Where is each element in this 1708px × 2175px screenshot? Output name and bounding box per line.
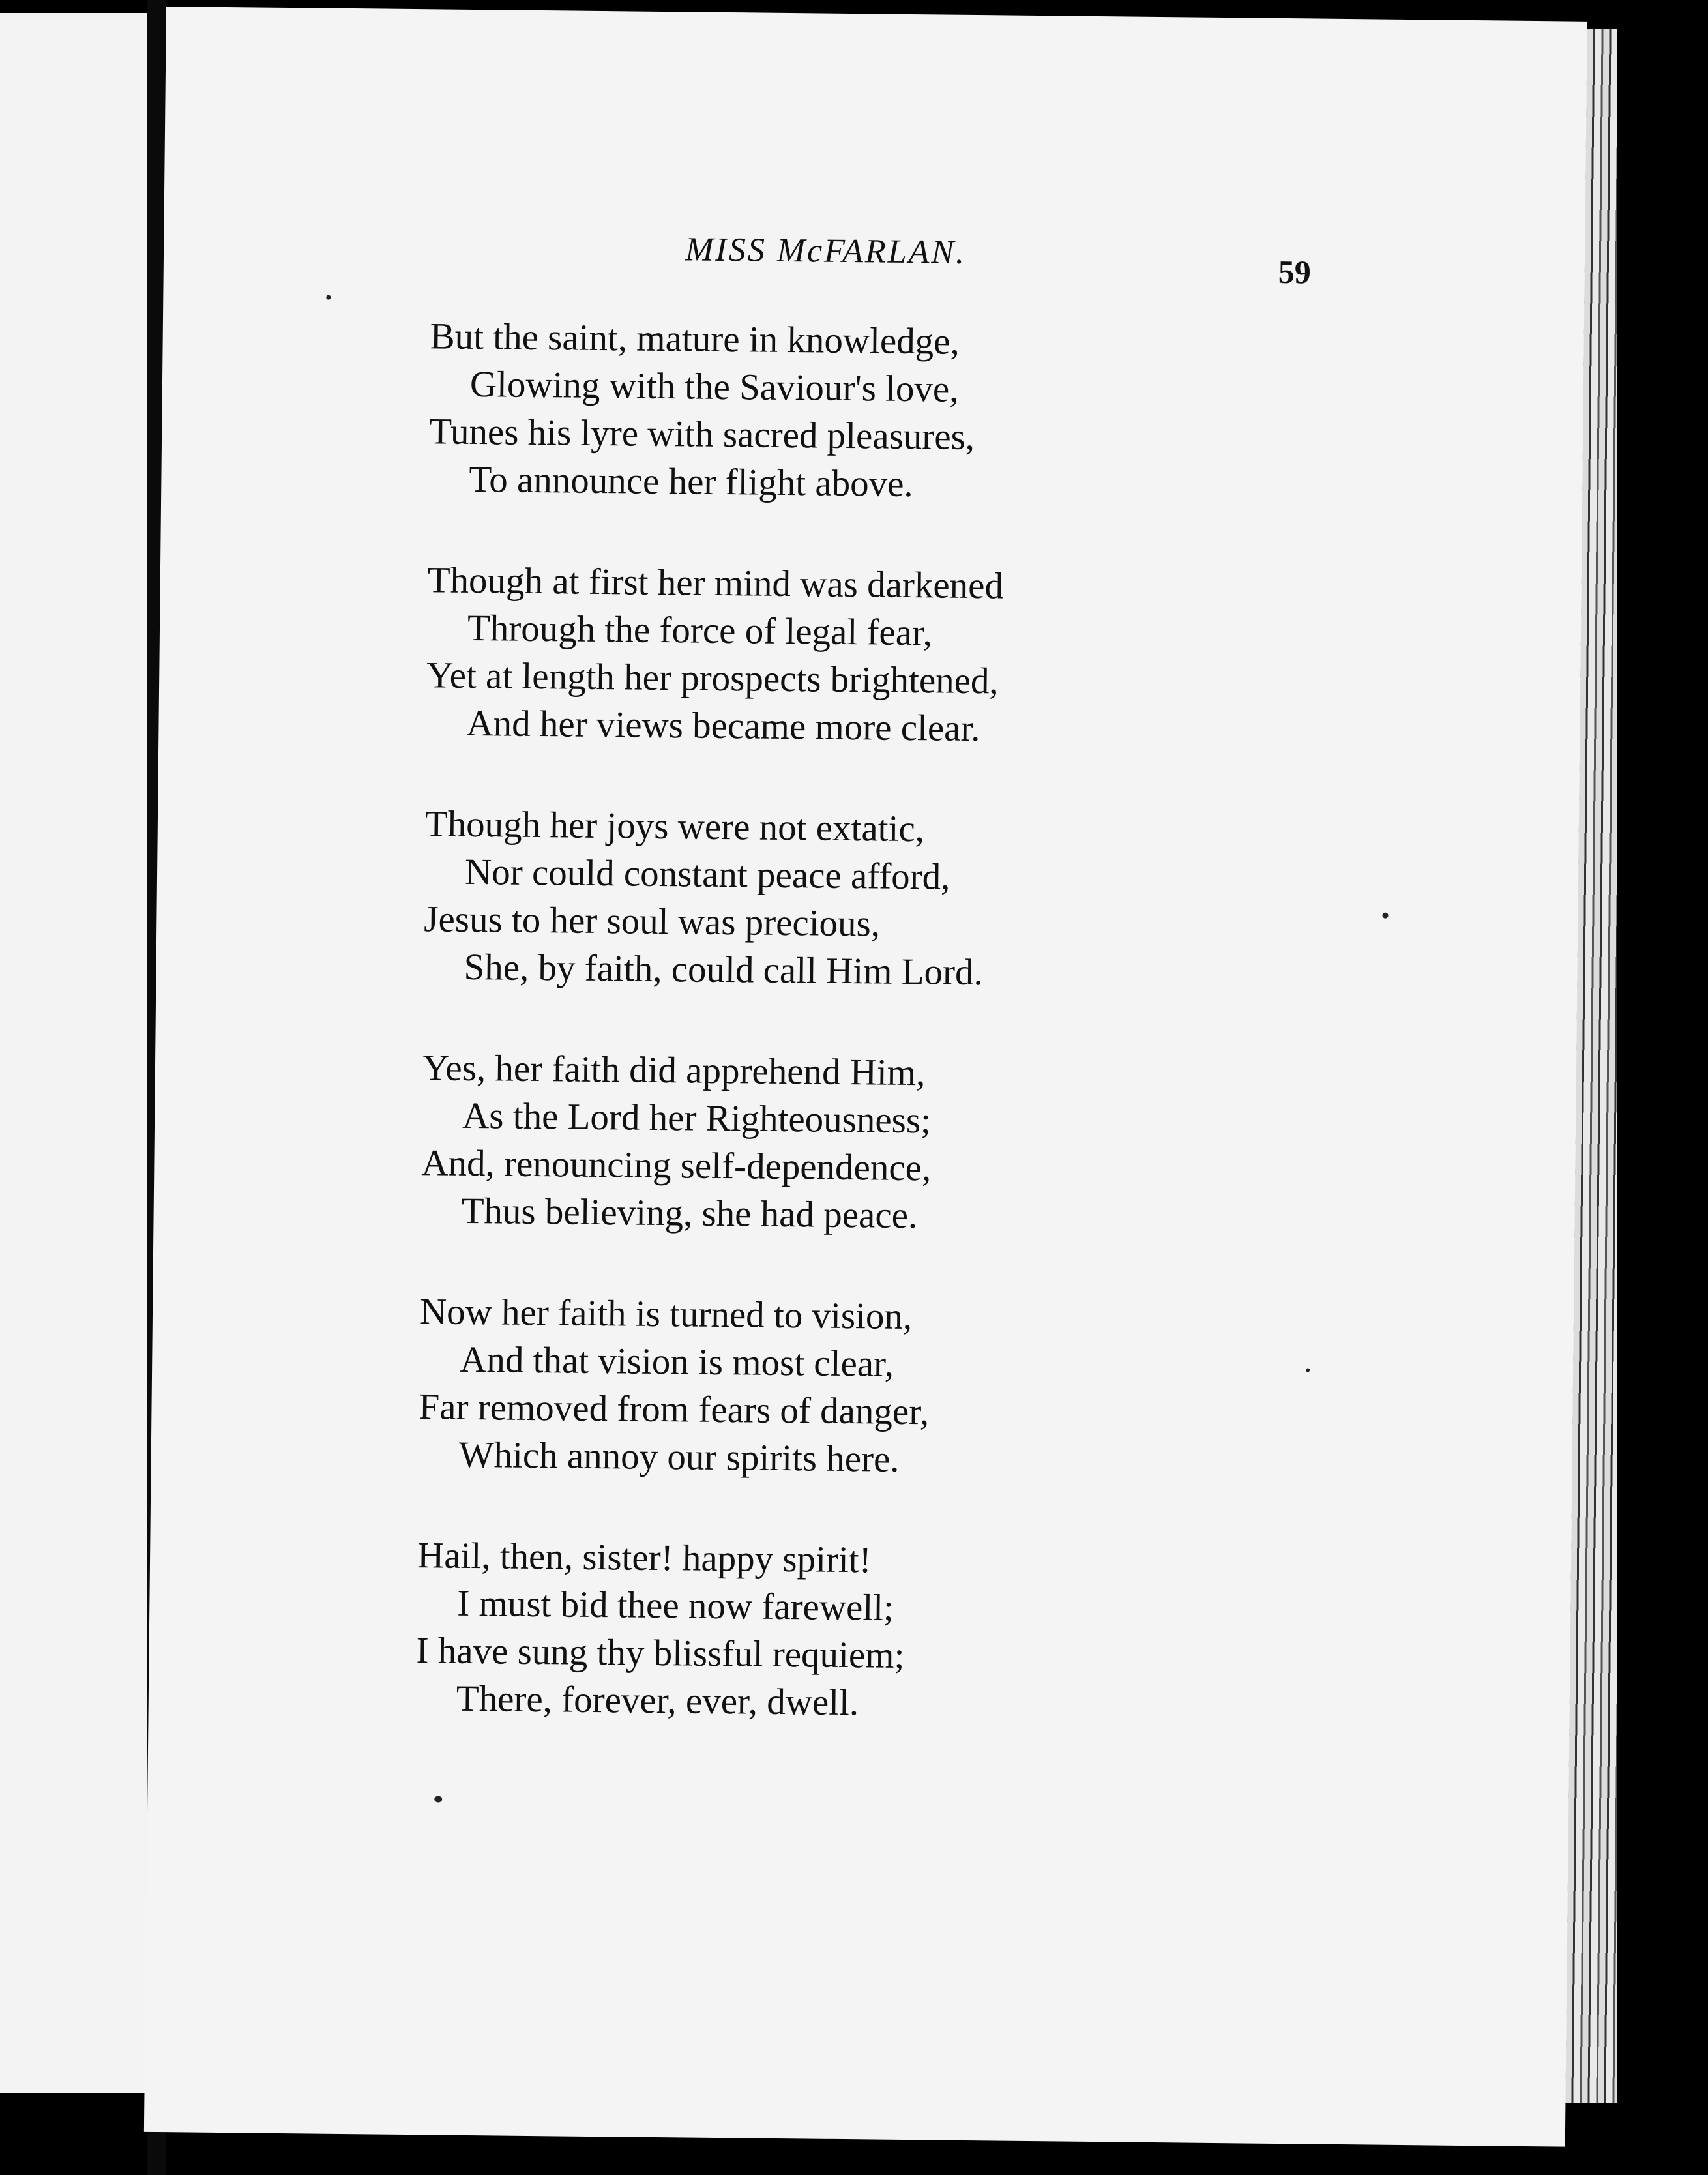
poem-line: I have sung thy blissful requiem;	[416, 1630, 905, 1676]
poem-line: There, forever, ever, dwell.	[456, 1678, 859, 1724]
stanza	[420, 1044, 1140, 1242]
stanza	[423, 800, 1142, 998]
poem	[415, 312, 1147, 1783]
background-edge	[1617, 0, 1708, 2175]
poem-line: Through the force of legal fear,	[467, 607, 933, 654]
poem-line: Jesus to her soul was precious,	[424, 898, 881, 945]
poem-line: Hail, then, sister! happy spirit!	[417, 1535, 872, 1581]
poem-line: Glowing with the Saviour's love,	[469, 363, 959, 410]
poem-line: Thus believing, she had peace.	[461, 1190, 918, 1237]
stanza	[415, 1531, 1134, 1730]
ink-speck	[1382, 913, 1388, 919]
ink-speck	[326, 295, 331, 300]
facing-page	[0, 13, 147, 2093]
poem-line: Though her joys were not extatic,	[424, 803, 925, 850]
poem-line: And, renouncing self-dependence,	[421, 1142, 932, 1189]
poem-line: But the saint, mature in knowledge,	[430, 316, 960, 363]
poem-line: Now her faith is turned to vision,	[419, 1291, 913, 1338]
poem-line: And her views became more clear.	[466, 702, 980, 750]
poem-line: Which annoy our spirits here.	[458, 1434, 900, 1480]
poem-line: Nor could constant peace afford,	[464, 851, 950, 898]
poem-line: As the Lord her Righteousness;	[462, 1095, 932, 1142]
poem-line: To announce her flight above.	[469, 458, 914, 505]
poem-line: I must bid thee now farewell;	[457, 1582, 894, 1629]
ink-speck	[1306, 1368, 1310, 1372]
page-number: 59	[1278, 253, 1312, 291]
ink-speck	[434, 1796, 442, 1802]
stanza	[426, 556, 1145, 754]
stanza	[428, 312, 1147, 510]
poem-line: Yet at length her prospects brightened,	[426, 655, 999, 702]
poem-line: Far removed from fears of danger,	[419, 1386, 930, 1433]
poem-line: Though at first her mind was darkened	[427, 559, 1004, 607]
poem-line: Tunes his lyre with sacred pleasures,	[428, 411, 975, 458]
poem-line: And that vision is most clear,	[459, 1339, 894, 1385]
book-page	[144, 7, 1587, 2147]
stanza	[418, 1288, 1137, 1486]
running-head: MISS McFARLAN.	[685, 231, 967, 271]
poem-line: She, by faith, could call Him Lord.	[464, 946, 984, 994]
poem-line: Yes, her faith did apprehend Him,	[422, 1047, 926, 1094]
